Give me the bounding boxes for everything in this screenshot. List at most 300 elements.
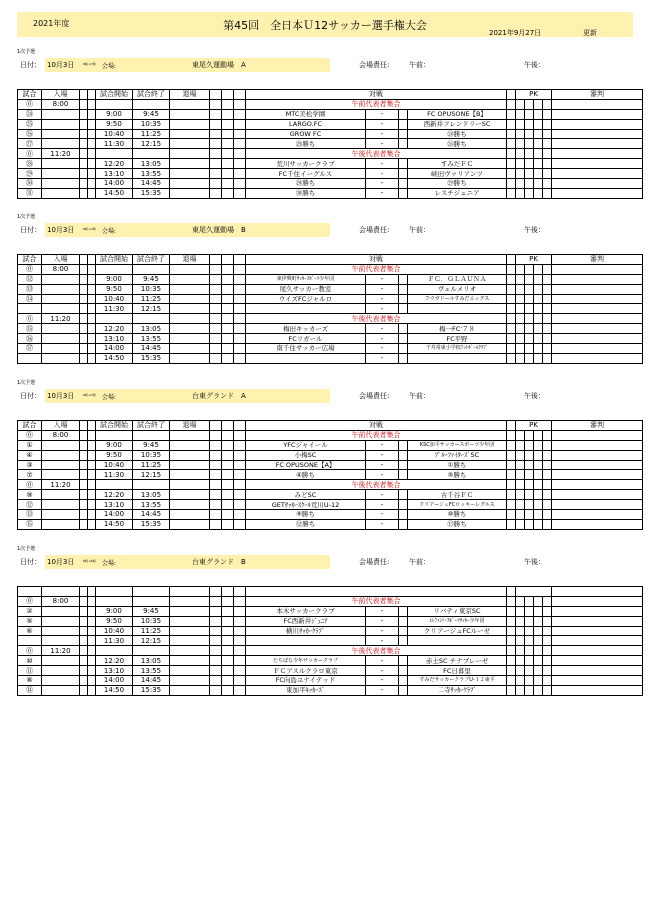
blank-cell [234,159,246,169]
blank-cell [222,344,234,354]
blank-cell [210,274,222,284]
blank-cell [80,450,88,460]
home-team: 尾久サッカー教室 [246,284,366,294]
referee-cell [552,169,643,179]
blank-cell [222,470,234,480]
referee-cell [552,519,643,529]
pk-cell [516,636,525,646]
match-number: ⑩ [18,656,42,666]
blank-cell [234,294,246,304]
pk-cell [543,606,552,616]
entry-time [42,500,80,510]
venue-hours: 8時-17時 [83,393,96,397]
home-team: FC向島ユナイテッド [246,676,366,686]
start-time: 11:30 [96,636,133,646]
blank-cell [222,294,234,304]
blank-cell [399,274,408,284]
match-date: 10月3日 [47,61,75,69]
table-row [18,324,643,334]
blank-cell [80,490,88,500]
match-number: ㉗ [18,139,42,149]
end-time: 10:35 [133,616,170,626]
away-team: クリアージュFCルーゼ [408,626,507,636]
pk-cell [516,284,525,294]
away-team: フウガドールすみだエッグス [408,294,507,304]
round-label: 1次予選 [17,546,36,552]
blank-cell [88,284,96,294]
pk-cell [534,676,543,686]
match-number: ㉜ [18,274,42,284]
vs-dash: - [366,304,399,314]
blank-cell [222,255,234,265]
match-number: ㉛ [18,188,42,198]
blank-cell [234,129,246,139]
blank-cell [80,274,88,284]
home-team [246,304,366,314]
pk-cell [525,344,534,354]
blank-cell [234,676,246,686]
start-time [96,149,133,159]
blank-cell [234,430,246,440]
blank-cell [507,159,516,169]
start-time: 9:00 [96,440,133,450]
start-time [96,99,133,109]
blank-cell [507,450,516,460]
blank-cell [88,500,96,510]
match-date: 10月3日 [47,226,75,234]
round-label: 1次予選 [17,380,36,386]
pk-cell [543,284,552,294]
referee-cell [552,480,643,490]
blank-cell [210,129,222,139]
table-row [18,109,643,119]
entry-time [42,606,80,616]
blank-cell [222,676,234,686]
blank-cell [234,344,246,354]
referee-cell [552,470,643,480]
pk-cell [543,264,552,274]
away-team: 梅一FC'７８ [408,324,507,334]
blank-cell [234,353,246,363]
match-number [18,304,42,314]
entry-time [42,353,80,363]
col-end-header: 試合終了 [133,90,170,100]
away-team: ⑤勝ち [408,470,507,480]
pk-cell [543,440,552,450]
blank-cell [88,606,96,616]
vs-dash: - [366,274,399,284]
match-number: ⓪ [18,646,42,656]
pk-cell [525,430,534,440]
blank-cell [88,159,96,169]
blank-cell [80,440,88,450]
blank-cell [234,169,246,179]
blank-cell [210,440,222,450]
entry-time [42,440,80,450]
pk-cell [525,500,534,510]
table-row [18,294,643,304]
pk-cell [543,616,552,626]
vs-dash: - [366,119,399,129]
pk-cell [525,646,534,656]
pk-cell [525,450,534,460]
blank-cell [88,666,96,676]
away-team: ①勝ち [408,460,507,470]
home-team: ㉘勝ち [246,179,366,189]
start-time [96,430,133,440]
pk-cell [525,519,534,529]
pk-cell [534,334,543,344]
start-time: 13:10 [96,500,133,510]
blank-cell [222,314,234,324]
blank-cell [210,188,222,198]
blank-cell [234,188,246,198]
table-row [18,334,643,344]
away-team: すみだサッカークラブU-１２東平 [408,676,507,686]
blank-cell [399,626,408,636]
blank-cell [507,666,516,676]
blank-cell [507,596,516,606]
referee-cell [552,676,643,686]
referee-cell [552,616,643,626]
blank-cell [80,510,88,520]
blank-cell [88,450,96,460]
exit-time [170,490,210,500]
home-team: MTC美松学園 [246,109,366,119]
pk-cell [534,490,543,500]
referee-cell [552,626,643,636]
end-time: 15:35 [133,353,170,363]
blank-cell [222,636,234,646]
exit-time [170,676,210,686]
blank-cell [234,119,246,129]
pk-cell [525,636,534,646]
entry-time: 8:00 [42,430,80,440]
vs-dash: - [366,159,399,169]
pk-cell [516,119,525,129]
exit-time [170,188,210,198]
blank-cell [507,255,516,265]
assembly-notice: 午前代表者集合 [246,264,507,274]
blank-cell [210,159,222,169]
blank-cell [88,334,96,344]
table-row [18,179,643,189]
referee-cell [552,179,643,189]
start-time: 10:40 [96,129,133,139]
exit-time [170,284,210,294]
venue-info-bar [17,223,633,237]
pk-cell [534,666,543,676]
blank-cell [222,626,234,636]
blank-cell [222,274,234,284]
entry-time [42,324,80,334]
blank-cell [507,334,516,344]
blank-cell [210,676,222,686]
home-team: 東加平ｷｯｶｰｽﾞ [246,685,366,695]
blank-cell [80,304,88,314]
pk-cell [516,685,525,695]
end-time: 12:15 [133,470,170,480]
table-row [18,353,643,363]
pk-cell [543,294,552,304]
match-number: ㉖ [18,129,42,139]
pk-cell [534,324,543,334]
entry-time [42,626,80,636]
entry-time [42,450,80,460]
exit-time [170,666,210,676]
blank-cell [88,99,96,109]
match-number: ⑬ [18,510,42,520]
blank-cell [507,284,516,294]
blank-cell [88,139,96,149]
blank-cell [222,159,234,169]
col-pk-header: PK [516,421,552,431]
pk-cell [543,450,552,460]
exit-time [170,636,210,646]
blank-cell [507,587,516,597]
blank-cell [88,274,96,284]
assembly-notice: 午前代表者集合 [246,99,507,109]
blank-cell [234,149,246,159]
referee-cell [552,490,643,500]
exit-time [170,294,210,304]
end-time: 14:45 [133,676,170,686]
match-number: ㉔ [18,109,42,119]
pk-cell [516,179,525,189]
blank-cell [222,304,234,314]
blank-cell [507,470,516,480]
blank-cell [507,129,516,139]
col-vs-header: 対戦 [246,90,507,100]
blank-cell [80,500,88,510]
blank-cell [507,188,516,198]
blank-cell [210,99,222,109]
blank-cell [234,656,246,666]
away-team: FC OPUSONE【B】 [408,109,507,119]
venue-label: 会場: [102,63,117,70]
blank-cell [80,109,88,119]
blank-cell [234,636,246,646]
end-time: 9:45 [133,606,170,616]
pk-cell [525,129,534,139]
start-time [96,646,133,656]
entry-time [42,169,80,179]
blank-cell [399,169,408,179]
referee-cell [552,188,643,198]
pk-cell [543,490,552,500]
blank-cell [88,440,96,450]
vs-dash: - [366,470,399,480]
away-team: 二寺ｻｯｶｰｸﾗﾌﾞ [408,685,507,695]
start-time: 10:40 [96,460,133,470]
blank-cell [399,636,408,646]
vs-dash: - [366,676,399,686]
away-team: 千寿常東小学校ﾌｯﾄﾎﾞｰﾙｸﾗﾌﾞ [408,344,507,354]
start-time: 9:50 [96,284,133,294]
pk-cell [516,490,525,500]
blank-cell [399,676,408,686]
blank-cell [399,129,408,139]
vs-dash: - [366,500,399,510]
blank-cell [399,284,408,294]
start-time: 10:40 [96,626,133,636]
blank-cell [222,129,234,139]
pk-cell [534,274,543,284]
venue-info-bar [17,389,633,403]
pk-cell [543,460,552,470]
home-team: 南千住サッカー広場 [246,344,366,354]
pm-label: 午後： [524,226,545,234]
start-time: 14:50 [96,519,133,529]
pk-cell [534,606,543,616]
blank-cell [80,616,88,626]
blank-cell [234,646,246,656]
blank-cell [507,119,516,129]
entry-time [42,656,80,666]
blank-cell [80,421,88,431]
end-time [133,480,170,490]
entry-time [42,109,80,119]
referee-cell [552,500,643,510]
blank-cell [399,606,408,616]
pk-cell [534,314,543,324]
blank-cell [507,179,516,189]
blank-cell [80,90,88,100]
table-header-row [18,421,643,431]
table-row [18,159,643,169]
away-team: ＦＣ．ＧＬＡＵＮＡ [408,274,507,284]
blank-cell [210,179,222,189]
entry-time [42,129,80,139]
blank-cell [399,109,408,119]
col-entry-header: 入場 [42,90,80,100]
blank-cell [399,119,408,129]
blank-cell [234,596,246,606]
blank-cell [222,596,234,606]
referee-cell [552,264,643,274]
pk-cell [516,149,525,159]
blank-cell [80,344,88,354]
pk-cell [534,616,543,626]
table-row [18,656,643,666]
blank-cell [507,274,516,284]
blank-cell [507,490,516,500]
venue-manager-label: 会場責任: [359,226,390,234]
blank-cell [88,188,96,198]
pk-cell [525,685,534,695]
end-time [133,314,170,324]
exit-time [170,179,210,189]
home-team: FC西新井ｼﾞｭﾆｱ [246,616,366,626]
blank-cell [399,450,408,460]
pk-cell [534,470,543,480]
away-team [408,353,507,363]
match-date: 10月3日 [47,558,75,566]
referee-cell [552,129,643,139]
pk-cell [525,616,534,626]
vs-dash: - [366,656,399,666]
venue-name: 台東グランド A [192,392,246,400]
assembly-notice: 午前代表者集合 [246,596,507,606]
col-exit-header: 退場 [170,421,210,431]
start-time: 14:00 [96,676,133,686]
col-vs-header [246,587,507,597]
blank-cell [399,344,408,354]
entry-time [42,666,80,676]
pk-cell [543,274,552,284]
away-team [408,636,507,646]
table-row [18,646,643,656]
referee-cell [552,159,643,169]
home-team: ⑨勝ち [246,510,366,520]
blank-cell [222,440,234,450]
end-time [133,596,170,606]
pk-cell [525,159,534,169]
start-time: 14:50 [96,188,133,198]
blank-cell [80,480,88,490]
am-label: 午前： [409,392,430,400]
blank-cell [399,500,408,510]
col-start-header [96,587,133,597]
blank-cell [507,685,516,695]
away-team: ⑬勝ち [408,519,507,529]
match-number: ③ [18,460,42,470]
blank-cell [210,90,222,100]
pk-cell [534,284,543,294]
blank-cell [80,685,88,695]
blank-cell [80,334,88,344]
pk-cell [516,606,525,616]
away-team: 赤土SC チナブレーゼ [408,656,507,666]
start-time: 14:50 [96,685,133,695]
end-time: 12:15 [133,304,170,314]
pk-cell [516,294,525,304]
pk-cell [534,129,543,139]
referee-cell [552,324,643,334]
tournament-title: 第45回 全日本Ｕ12サッカー選手権大会 [223,19,427,32]
pk-cell [543,430,552,440]
update-date: 2021年9月27日 [489,29,542,37]
pk-cell [534,510,543,520]
table-header-row [18,255,643,265]
schedule-table [17,89,643,199]
fiscal-year: 2021年度 [33,19,70,28]
blank-cell [88,616,96,626]
pk-cell [516,430,525,440]
pk-cell [534,500,543,510]
blank-cell [88,626,96,636]
vs-dash: - [366,490,399,500]
pk-cell [534,169,543,179]
pk-cell [534,344,543,354]
blank-cell [88,264,96,274]
blank-cell [234,606,246,616]
exit-time [170,264,210,274]
pk-cell [516,500,525,510]
away-team: ⑩勝ち [408,510,507,520]
blank-cell [222,587,234,597]
blank-cell [234,587,246,597]
pk-cell [543,519,552,529]
away-team: ㉙勝ち [408,179,507,189]
pk-cell [516,510,525,520]
pk-cell [516,656,525,666]
pk-cell [543,685,552,695]
pk-cell [525,480,534,490]
blank-cell [80,470,88,480]
pk-cell [525,179,534,189]
pk-cell [543,169,552,179]
